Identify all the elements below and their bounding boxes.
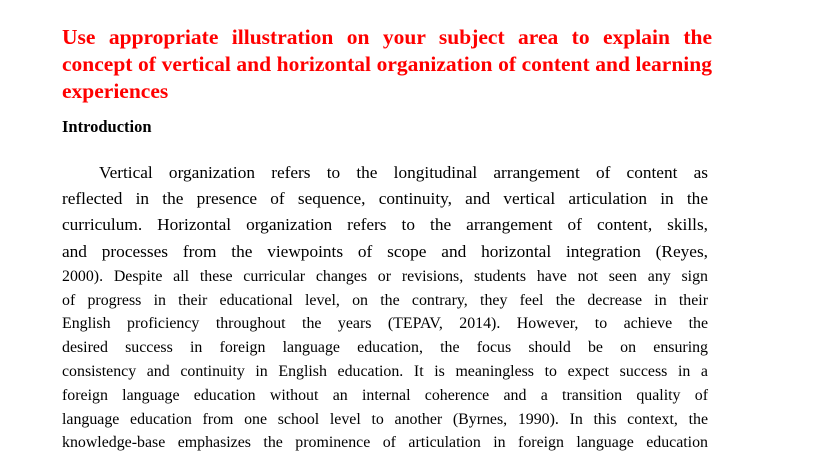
paragraph-line: knowledge-base emphasizes the prominence of articulation in foreign language education [62,434,708,452]
paragraph-line: desired success in foreign language education, the focus should be on ensuring [62,339,708,357]
paragraph-line: foreign language education without an internal coherence and a transition quality of [62,386,708,404]
document-title: Use appropriate illustration on your subject area to explain the concept of vertical and horizontal organization of content and learning experiences [62,25,712,103]
paragraph-line: curriculum. Horizontal organization refers to the arrangement of content, skills, [62,215,708,235]
section-heading: Introduction [62,117,152,136]
paragraph-line: language education from one school level to another (Byrnes, 1990). In this context, the [62,410,708,428]
paragraph-line: and processes from the viewpoints of scope and horizontal integration (Reyes, [62,241,708,261]
paragraph-line: consistency and continuity in English education. It is meaningless to expect success in a [62,362,708,380]
paragraph-line: English proficiency throughout the years (TEPAV, 2014). However, to achieve the [62,315,708,333]
paragraph-line: 2000). Despite all these curricular changes or revisions, students have not seen any sign [62,267,708,285]
paragraph-line: reflected in the presence of sequence, continuity, and vertical articulation in the [62,189,708,209]
paragraph-line: Vertical organization refers to the longitudinal arrangement of content as [99,163,708,182]
paragraph-line: of progress in their educational level, on the contrary, they feel the decrease in their [62,291,708,309]
body-paragraph [62,160,708,455]
